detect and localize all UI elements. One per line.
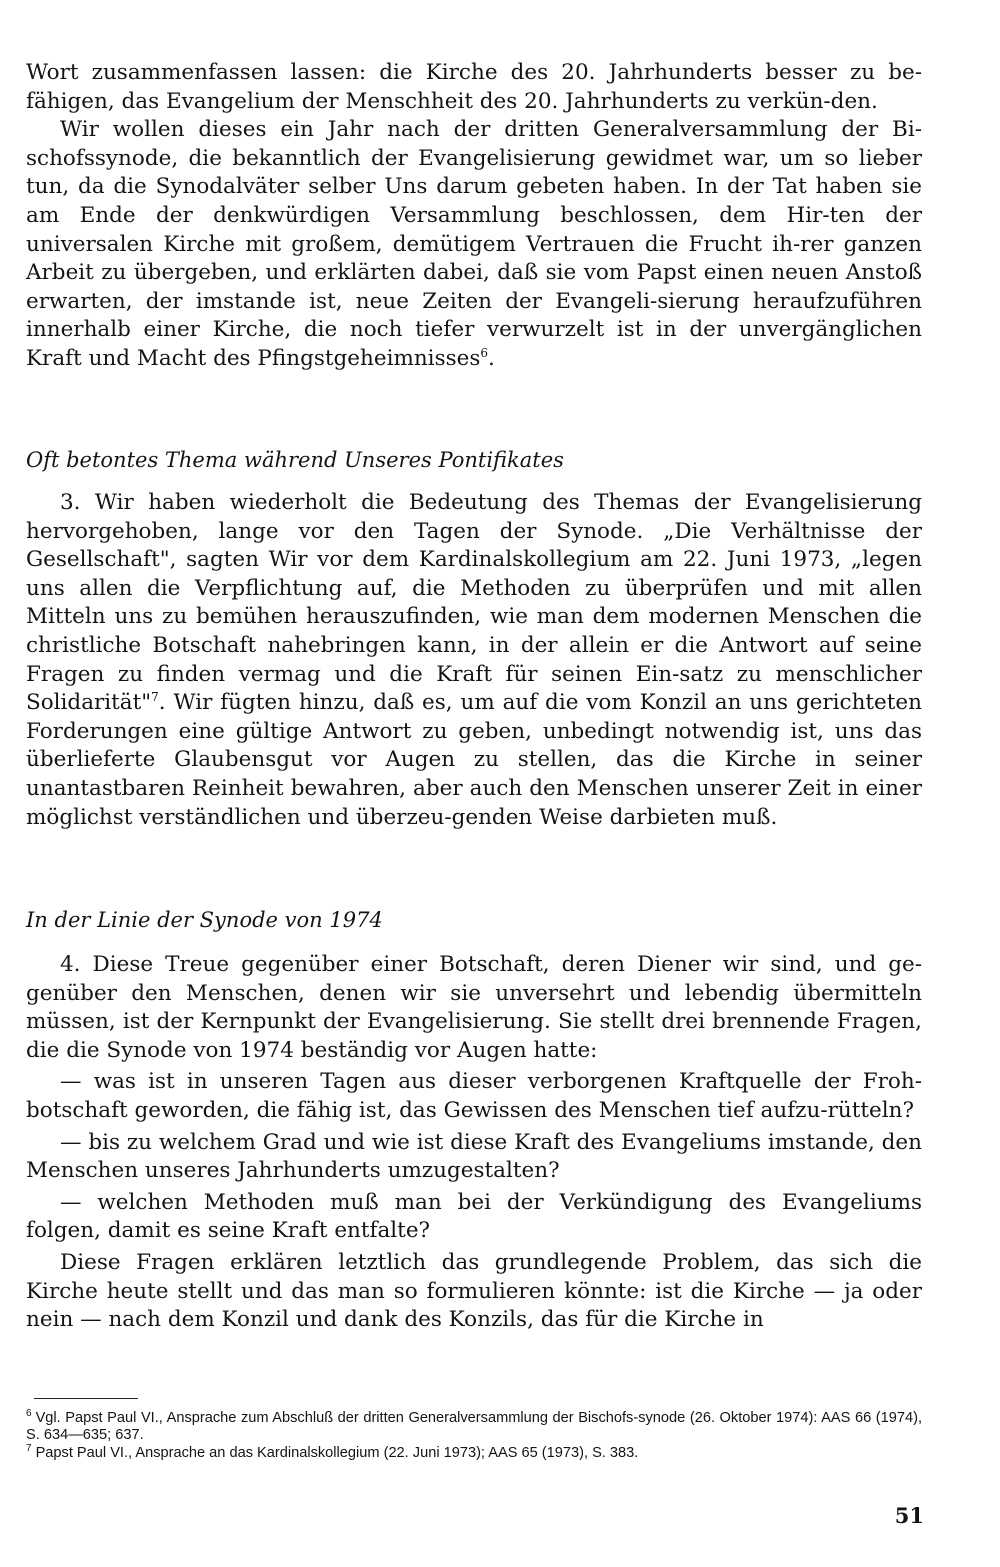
paragraph: Diese Fragen erklären letztlich das grundlegende Problem, das sich die Kirche heute stellt und das man so formulieren könnte: ist die Kirche — ja oder nein — nach dem Konzil und dank des Konzils, das für die Kirche in [26,1249,922,1333]
footnote-mark: 7 [26,1442,32,1454]
footnotes [26,1410,922,1462]
section-3-text [26,489,922,832]
list-item: — was ist in unseren Tagen aus dieser verborgenen Kraftquelle der Froh-botschaft geworden, die fähig ist, das Gewissen des Menschen tief aufzu-rütteln? [26,1069,922,1123]
footnote-divider [34,1398,138,1399]
paragraph-text: Wir wollen dieses ein Jahr nach der dritten Generalversammlung der Bi-schofssynode, die bekanntlich der Evangelisierung gewidmet war, um so lieber tun, da die Synodalväter selber Uns darum gebeten haben. In der Tat haben sie am Ende der denkwürdigen Versammlung beschlossen, dem Hir-ten der universalen Kirche mit großem, demütigem Vertrauen die Frucht ih-rer ganzen Arbeit zu übergeben, und erklärten dabei, daß sie vom Papst einen neuen Anstoß erwarten, der imstande ist, neue Zeiten der Evangeli-sierung heraufzuführen innerhalb einer Kirche, die noch tiefer verwurzelt ist in der unvergänglichen Kraft und Macht des Pfingstgeheimnisses [26,117,922,371]
intro-text [26,59,922,374]
footnote [26,1410,922,1445]
paragraph-text: . [488,345,495,371]
paragraph-text: 3. Wir haben wiederholt die Bedeutung des Themas der Evangelisierung hervorgehoben, lange vor den Tagen der Synode. „Die Verhältnisse der Gesellschaft", sagten Wir vor dem Kardinalskollegium am 22. Juni 1973, „legen uns allen die Verpflichtung auf, die Methoden zu überprüfen und mit allen Mitteln uns zu bemühen herauszufinden, wie man dem modernen Menschen die christliche Botschaft nahebringen kann, in der allein er die Antwort auf seine Fragen zu finden vermag und die Kraft für seinen Ein-satz zu menschlicher Solidarität" [26,490,922,716]
paragraph [26,489,922,832]
footnote-text: Vgl. Papst Paul VI., Ansprache zum Abschluß der dritten Generalversammlung der Bischofs-synode (26. Oktober 1974): AAS 66 (1974), S. 634—635; 637. [26,1410,922,1444]
footnote-text: Papst Paul VI., Ansprache an das Kardinalskollegium (22. Juni 1973); AAS 65 (1973), S. 383. [35,1444,639,1461]
list-item: — welchen Methoden muß man bei der Verkündigung des Evangeliums folgen, damit es seine Kraft entfalte? [26,1189,922,1244]
section-heading: Oft betontes Thema während Unseres Pontifikates [26,448,564,472]
paragraph-text: . Wir fügten hinzu, daß es, um auf die vom Konzil an uns gerichteten Forderungen eine gültige Antwort zu geben, unbedingt notwendig ist, uns das überlieferte Glaubensgut vor Augen zu stellen, das die Kirche in seiner unantastbaren Reinheit bewahren, aber auch den Menschen unserer Zeit in einer möglichst verständlichen und überzeu-genden Weise darbieten muß. [26,690,922,830]
footnote [26,1442,922,1462]
footnote-mark: 6 [26,1408,32,1420]
paragraph [26,116,922,373]
page-number: 51 [894,1503,924,1528]
footnote-reference: 7 [151,690,159,704]
section-4-text [26,951,922,1335]
paragraph: Wort zusammenfassen lassen: die Kirche des 20. Jahrhunderts besser zu be-fähigen, das Evangelium der Menschheit des 20. Jahrhunderts zu verkün-den. [26,60,922,114]
list-item: — bis zu welchem Grad und wie ist diese Kraft des Evangeliums imstande, den Menschen unseres Jahrhunderts umzugestalten? [26,1129,922,1184]
section-heading: In der Linie der Synode von 1974 [26,908,383,932]
footnote-reference: 6 [480,345,489,360]
paragraph: 4. Diese Treue gegenüber einer Botschaft, deren Diener wir sind, und ge-genüber den Menschen, denen wir sie unversehrt und lebendig übermitteln müssen, ist der Kernpunkt der Evangelisierung. Sie stellt drei brennende Fragen, die die Synode von 1974 beständig vor Augen hatte: [26,952,922,1063]
